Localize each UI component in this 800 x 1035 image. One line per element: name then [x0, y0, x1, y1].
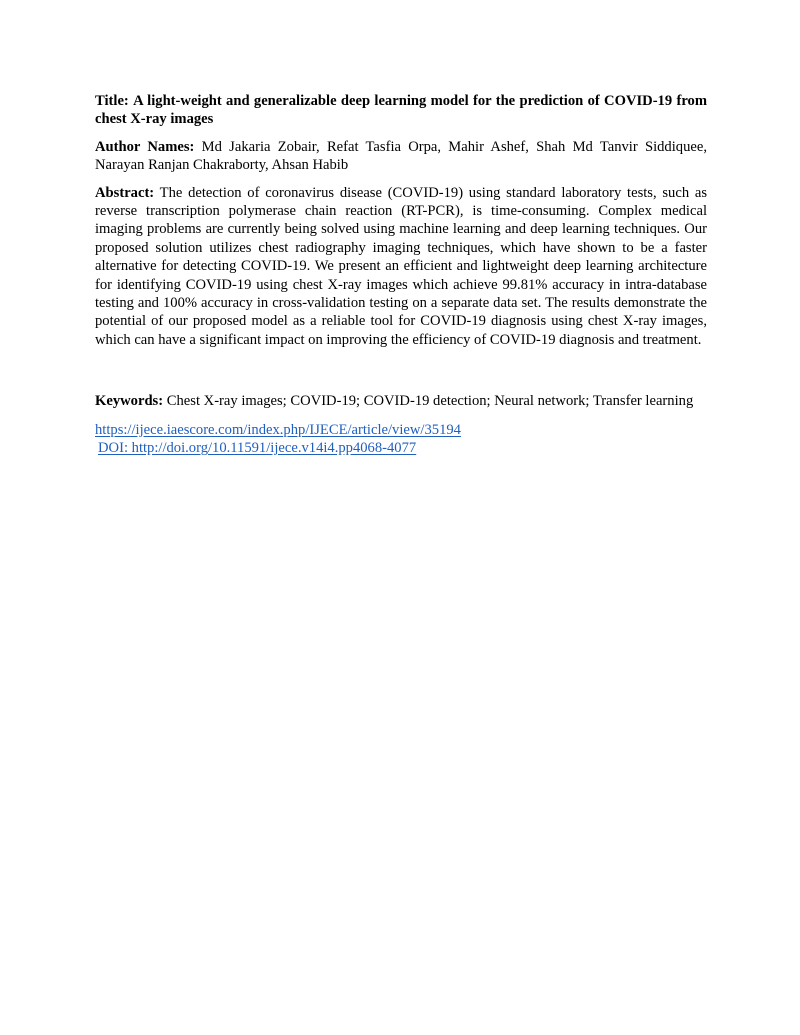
- keywords-label: Keywords:: [95, 393, 164, 410]
- abstract-text: The detection of coronavirus disease (COVID-19) using standard laboratory tests, such as reverse transcription polymerase chain reaction (RT-PCR), is time-consuming. Complex medical imaging problems are currently being solved using machine learning and deep learning techniques. Our proposed solution utilizes chest radiography imaging techniques, which have shown to be a faster alternative for detecting COVID-19. We present an efficient and lightweight deep learning architecture for identifying COVID-19 using chest X-ray images which achieve 99.81% accuracy in intra-database testing and 100% accuracy in cross-validation testing on a separate data set. The results demonstrate the potential of our proposed model as a reliable tool for COVID-19 diagnosis using chest X-ray images, which can have a significant impact on improving the efficiency of COVID-19 diagnosis and treatment.: [95, 184, 708, 348]
- article-link[interactable]: https://ijece.iaescore.com/index.php/IJECE/article/view/35194: [95, 421, 461, 438]
- keywords: [95, 392, 707, 410]
- abstract: [95, 184, 707, 350]
- abstract-label: Abstract:: [95, 184, 155, 201]
- doi-link[interactable]: DOI: http://doi.org/10.11591/ijece.v14i4.pp4068-4077: [98, 440, 417, 457]
- keywords-text: Chest X-ray images; COVID-19; COVID-19 detection; Neural network; Transfer learning: [166, 393, 694, 410]
- title-text: A light-weight and generalizable deep learning model for the prediction of COVID-19 from chest X-ray images: [95, 93, 707, 128]
- paper-page: [95, 92, 707, 458]
- author-names: [95, 138, 707, 175]
- title-label: Title:: [95, 93, 129, 109]
- authors-label: Author Names:: [95, 138, 195, 155]
- paper-title: [95, 92, 707, 129]
- authors-text: Md Jakaria Zobair, Refat Tasfia Orpa, Mahir Ashef, Shah Md Tanvir Siddiquee, Narayan Ranjan Chakraborty, Ahsan Habib: [95, 138, 707, 174]
- links-block: [95, 421, 707, 458]
